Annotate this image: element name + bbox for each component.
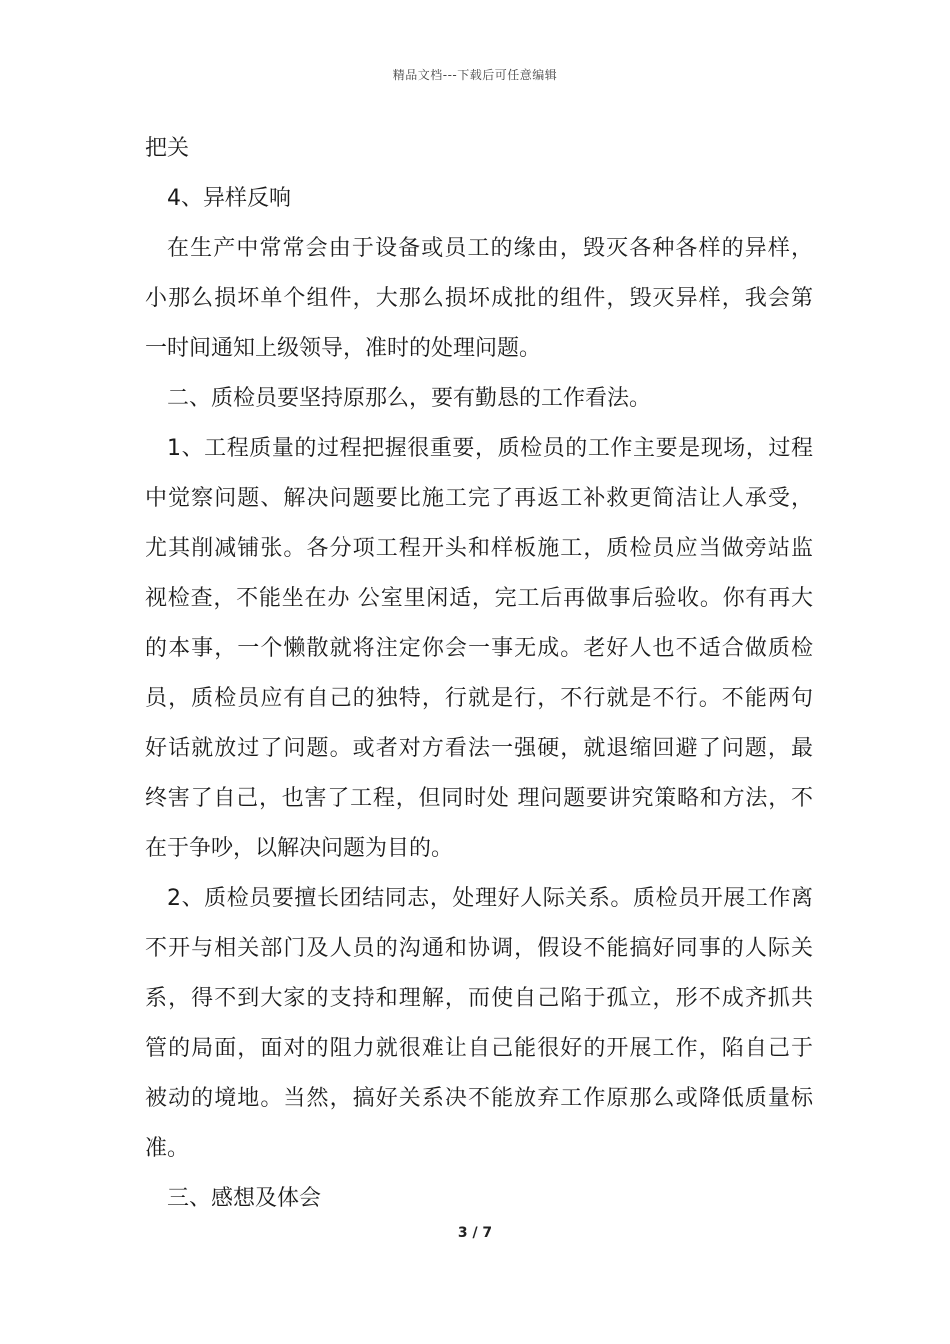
text-line: 视检查，不能坐在办 公室里闲适，完工后再做事后验收。你有再大 <box>145 586 813 611</box>
text-line: 在生产中常常会由于设备或员工的缘由，毁灭各种各样的异样， <box>167 236 813 261</box>
text-line: 4、异样反响 <box>167 186 291 211</box>
text-line: 好话就放过了问题。或者对方看法一强硬，就退缩回避了问题，最 <box>145 736 813 761</box>
text-line: 一时间通知上级领导，准时的处理问题。 <box>145 336 542 361</box>
text-line: 员，质检员应有自己的独特，行就是行，不行就是不行。不能两句 <box>145 686 813 711</box>
text-line: 被动的境地。当然，搞好关系决不能放弃工作原那么或降低质量标 <box>145 1086 813 1111</box>
text-line: 尤其削减铺张。各分项工程开头和样板施工，质检员应当做旁站监 <box>145 536 813 561</box>
text-line: 的本事，一个懒散就将注定你会一事无成。老好人也不适合做质检 <box>145 636 813 661</box>
text-line: 准。 <box>145 1136 190 1161</box>
text-line: 二、质检员要坚持原那么，要有勤恳的工作看法。 <box>167 386 652 411</box>
text-line: 2、质检员要擅长团结同志，处理好人际关系。质检员开展工作离 <box>167 886 813 911</box>
text-line: 把关 <box>145 136 190 161</box>
text-line: 1、工程质量的过程把握很重要，质检员的工作主要是现场，过程 <box>167 436 813 461</box>
page-header: 精品文档---下载后可任意编辑 <box>392 68 558 82</box>
text-line: 小那么损坏单个组件，大那么损坏成批的组件，毁灭异样，我会第 <box>145 286 813 311</box>
text-line: 在于争吵，以解决问题为目的。 <box>145 836 454 861</box>
page-number: 3 / 7 <box>457 1225 493 1241</box>
text-line: 终害了自己，也害了工程，但同时处 理问题要讲究策略和方法，不 <box>145 786 813 811</box>
text-line: 系，得不到大家的支持和理解，而使自己陷于孤立，形不成齐抓共 <box>145 986 813 1011</box>
text-line: 中觉察问题、解决问题要比施工完了再返工补救更简洁让人承受， <box>145 486 813 511</box>
text-line: 不开与相关部门及人员的沟通和协调，假设不能搞好同事的人际关 <box>145 936 813 961</box>
document-body <box>145 124 813 1224</box>
text-line: 管的局面，面对的阻力就很难让自己能很好的开展工作，陷自己于 <box>145 1036 813 1061</box>
text-line: 三、感想及体会 <box>167 1186 322 1211</box>
